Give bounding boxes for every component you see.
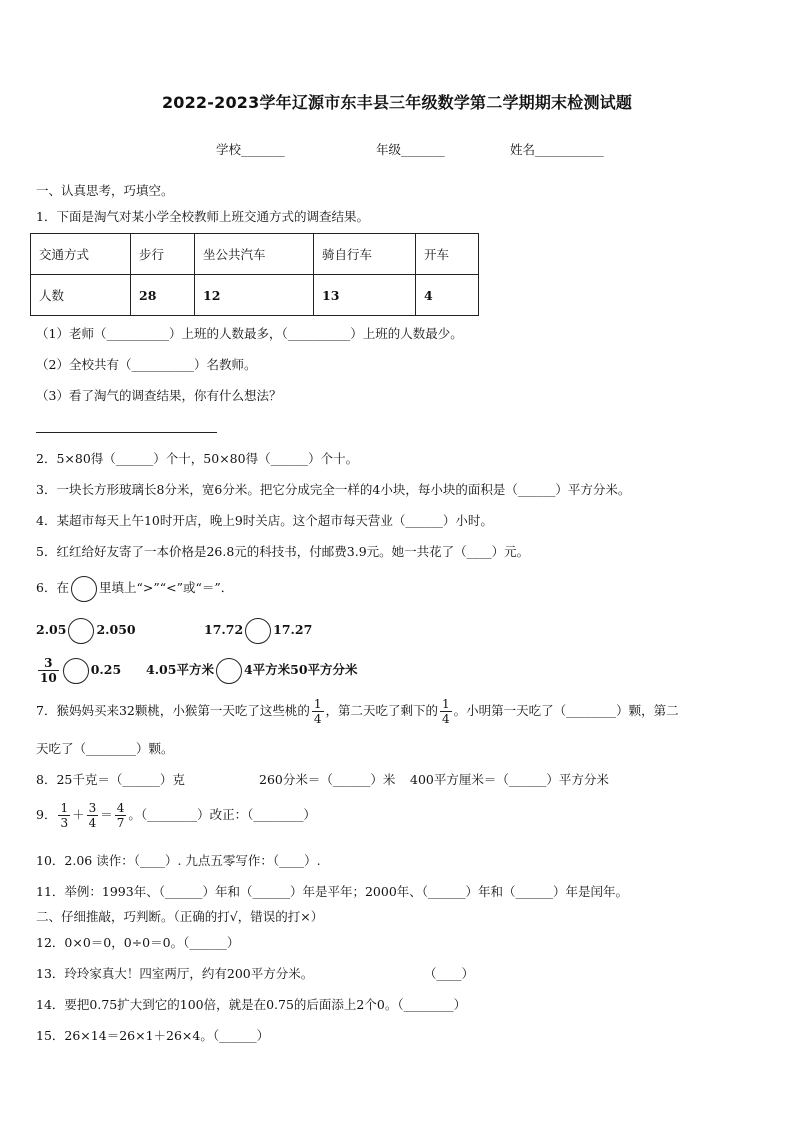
fraction-numerator: 3 <box>88 801 97 815</box>
compare-circle[interactable] <box>63 658 89 684</box>
compare-item-b <box>204 617 312 644</box>
fraction <box>115 801 127 830</box>
question-1-sub-3: （3）看了淘气的调查结果，你有什么想法？ <box>36 388 282 403</box>
compare-circle[interactable] <box>68 618 94 644</box>
table-cell: 12 <box>195 275 314 316</box>
question-7 <box>36 695 679 727</box>
question-12: 12．0×0＝0，0÷0＝0。（______） <box>36 935 240 950</box>
compare-circle[interactable] <box>245 618 271 644</box>
question-8-c: 400平方厘米＝（______）平方分米 <box>410 772 609 787</box>
compare-right: 0.25 <box>90 662 122 677</box>
answer-line <box>36 432 217 433</box>
question-11: 11．举例：1993年、（______）年和（______）年是平年；2000年、（______）年和（______）年是闰年。 <box>36 884 629 899</box>
table-cell: 交通方式 <box>31 234 131 275</box>
compare-circle[interactable] <box>71 576 97 602</box>
table-cell: 13 <box>314 275 416 316</box>
question-7-text: 。小明第一天吃了（________）颗，第二 <box>453 703 679 718</box>
question-4: 4．某超市每天上午10时开店，晚上9时关店。这个超市每天营业（______）小时。 <box>36 513 493 528</box>
compare-circle[interactable] <box>216 658 242 684</box>
question-7-text: ，第二天吃了剩下的 <box>325 703 439 718</box>
table-cell: 坐公共汽车 <box>195 234 314 275</box>
question-9-text: 。（________）改正：（________） <box>128 807 316 822</box>
section-1-heading: 一、认真思考，巧填空。 <box>36 183 174 198</box>
fraction-denominator: 7 <box>116 816 125 830</box>
equals-sign: ＝ <box>100 807 113 822</box>
fraction-denominator: 4 <box>442 712 450 726</box>
school-field: 学校_______ <box>216 142 285 157</box>
question-7-line-2: 天吃了（________）颗。 <box>36 741 174 756</box>
table-row <box>31 234 479 275</box>
section-2-heading: 二、仔细推敲，巧判断。（正确的打√，错误的打×） <box>36 909 324 924</box>
table-cell: 4 <box>416 275 479 316</box>
fraction-numerator: 1 <box>442 697 450 711</box>
question-6-prefix: 6．在 <box>36 580 69 595</box>
plus-sign: ＋ <box>72 807 85 822</box>
question-13-blank: （____） <box>424 966 475 981</box>
table-cell: 28 <box>131 275 195 316</box>
compare-item-a <box>36 617 136 644</box>
question-9 <box>36 798 316 832</box>
fraction-denominator: 4 <box>313 712 322 726</box>
compare-right: 2.050 <box>96 622 136 637</box>
question-5: 5．红红给好友寄了一本价格是26.8元的科技书，付邮费3.9元。她一共花了（____）元。 <box>36 544 530 559</box>
fraction-numerator: 1 <box>60 801 69 815</box>
compare-item-c <box>36 654 121 686</box>
compare-right: 4平方米50平方分米 <box>243 662 358 677</box>
grade-field: 年级_______ <box>376 142 445 157</box>
question-9-prefix: 9． <box>36 807 57 822</box>
question-1-sub-2: （2）全校共有（__________）名教师。 <box>36 357 257 372</box>
compare-item-d <box>146 657 358 684</box>
fraction <box>38 656 59 685</box>
survey-table <box>30 233 479 316</box>
fraction-numerator: 3 <box>38 656 59 671</box>
question-13: 13．玲玲家真大！四室两厅，约有200平方分米。 <box>36 966 314 981</box>
fraction <box>312 697 324 726</box>
table-cell: 开车 <box>416 234 479 275</box>
fraction <box>440 697 452 726</box>
page-title: 2022-2023学年辽源市东丰县三年级数学第二学期期末检测试题 <box>161 93 633 112</box>
question-6 <box>36 575 233 602</box>
fraction <box>87 801 99 830</box>
question-8-b: 260分米＝（______）米 <box>259 772 396 787</box>
fraction-denominator: 3 <box>60 816 69 830</box>
fraction-numerator: 4 <box>116 801 125 815</box>
question-3: 3．一块长方形玻璃长8分米，宽6分米。把它分成完全一样的4小块，每小块的面积是（______）平方分米。 <box>36 482 631 497</box>
table-cell: 骑自行车 <box>314 234 416 275</box>
question-8-a: 8．25千克＝（______）克 <box>36 772 185 787</box>
question-1: 1．下面是淘气对某小学全校教师上班交通方式的调查结果。 <box>36 209 369 224</box>
fraction-denominator: 10 <box>40 671 57 685</box>
question-15: 15．26×14＝26×1＋26×4。（______） <box>36 1028 270 1043</box>
fraction-numerator: 1 <box>313 697 322 711</box>
question-10: 10．2.06 读作：（____）. 九点五零写作：（____）. <box>36 853 321 868</box>
question-14: 14．要把0.75扩大到它的100倍，就是在0.75的后面添上2个0。（________） <box>36 997 467 1012</box>
fraction-denominator: 4 <box>88 816 97 830</box>
table-cell: 步行 <box>131 234 195 275</box>
question-6-instruction: 里填上“>”“<”或“＝”． <box>98 580 234 595</box>
question-2: 2．5×80得（______）个十，50×80得（______）个十。 <box>36 451 359 466</box>
table-cell: 人数 <box>31 275 131 316</box>
compare-right: 17.27 <box>273 622 313 637</box>
name-field: 姓名___________ <box>510 142 604 157</box>
compare-left: 4.05平方米 <box>146 662 214 677</box>
question-7-text: 7．猴妈妈买来32颗桃，小猴第一天吃了这些桃的 <box>36 703 310 718</box>
fraction <box>58 801 70 830</box>
compare-left: 17.72 <box>204 622 244 637</box>
compare-left: 2.05 <box>36 622 67 637</box>
table-row <box>31 275 479 316</box>
question-1-sub-1: （1）老师（__________）上班的人数最多，（__________）上班的人数最少。 <box>36 326 463 341</box>
